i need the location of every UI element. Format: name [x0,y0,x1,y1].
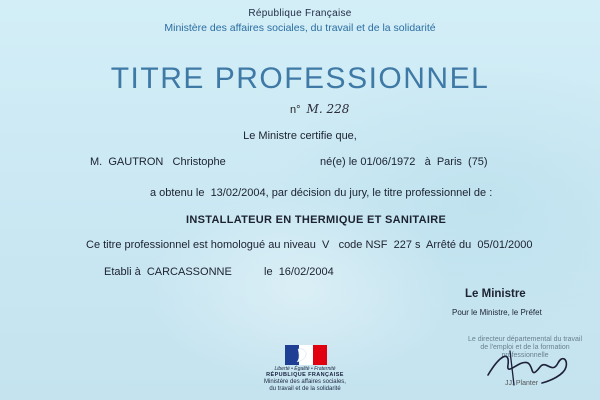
number-label: n° [290,104,301,116]
holder-name [90,156,226,168]
birth-department: (75) [468,156,488,168]
birth-place: Paris [436,156,462,168]
logo-red-band [313,345,327,365]
logo-ministry-line-1: Ministère des affaires sociales, [264,379,346,385]
stamp-line-3: professionnelle [501,352,549,359]
marianne-logo [285,345,327,365]
holder-birth [320,156,488,168]
republique-francaise-header: République Française [248,8,352,19]
obtained-date: 13/02/2004 [210,187,266,199]
homologation-text: Ce titre professionnel est homologué au niveau [86,239,316,251]
issued-date: 16/02/2004 [278,266,334,278]
certificate-number: M. 228 [306,102,350,116]
obtained-text: a obtenu le [150,187,205,199]
holder-prefix: M. [90,156,103,168]
holder-last-name: GAUTRON [108,156,164,168]
stamp-line-1: Le directeur départemental du travail [467,336,582,343]
certify-statement: Le Ministre certifie que, [243,130,357,142]
obtained-line [150,187,492,199]
issued-label: Etabli à [104,266,141,278]
ministry-header: Ministère des affaires sociales, du travail et de la solidarité [164,22,436,34]
qualification-title: INSTALLATEUR EN THERMIQUE ET SANITAIRE [186,214,447,226]
homologation-level: V [322,239,330,251]
at-label: à [424,156,431,168]
nsf-code: 227 s [393,239,421,251]
logo-motto: Liberté • Égalité • Fraternité [274,366,336,372]
signatory-name: JJ. Planter [505,380,539,387]
issued-date-line [264,266,334,278]
birth-date: 01/06/1972 [360,156,416,168]
logo-ministry-line-2: du travail et de la solidarité [269,386,341,392]
signatory-title: Le Ministre [465,288,526,300]
born-label: né(e) le [320,156,358,168]
signatory-delegation: Pour le Ministre, le Préfet [452,308,542,317]
stamp-line-2: de l'emploi et de la formation [480,344,570,351]
arrete-date: 05/01/2000 [477,239,533,251]
holder-first-name: Christophe [172,156,226,168]
obtained-text-2: , par décision du jury, le titre professionnel de : [265,187,493,199]
nsf-label: code NSF [338,239,388,251]
issued-place [104,266,232,278]
issued-date-label: le [264,266,273,278]
issued-city: CARCASSONNE [146,266,232,278]
arrete-label: Arrêté du [426,239,472,251]
certificate-number-row [290,102,349,116]
logo-republique: RÉPUBLIQUE FRANÇAISE [266,372,344,378]
document-title: TITRE PROFESSIONNEL [110,62,490,95]
homologation-line [86,239,532,251]
